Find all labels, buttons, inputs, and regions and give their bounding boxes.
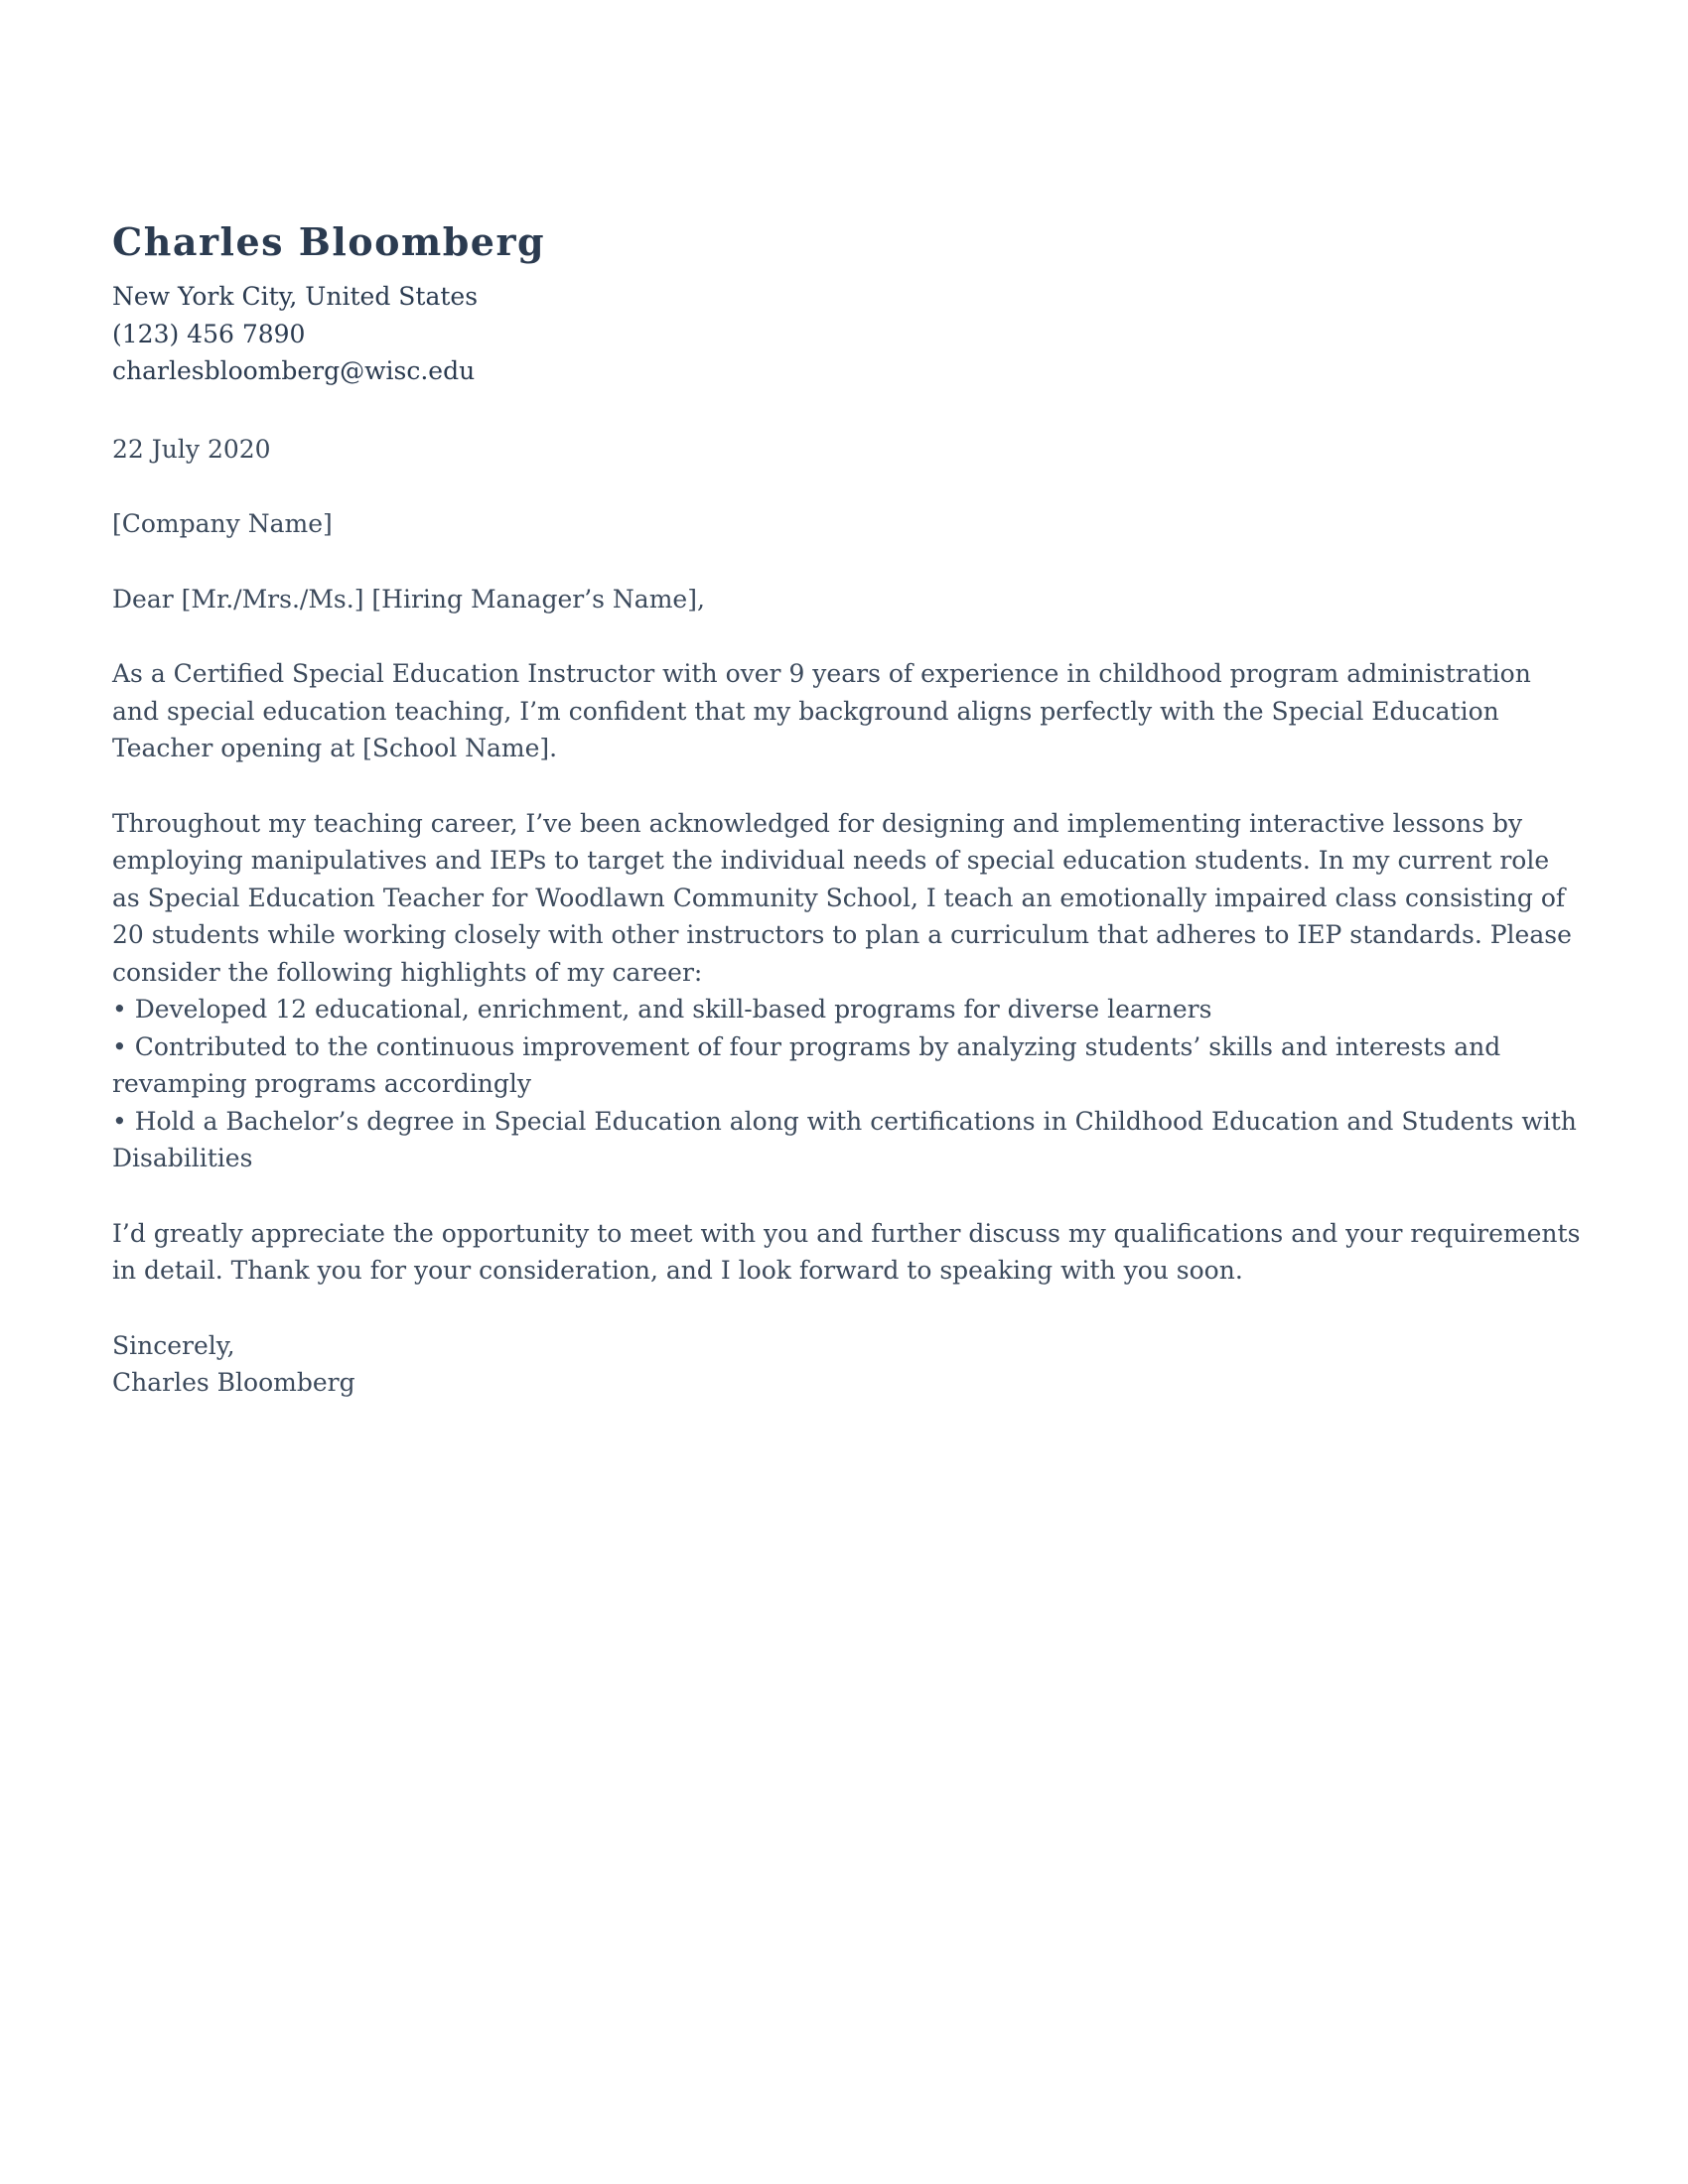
list-item: • Contributed to the continuous improvement of four programs by analyzing students’ skills and interests and revamping programs accordingly xyxy=(112,1031,1501,1098)
salutation: Dear [Mr./Mrs./Ms.] [Hiring Manager’s Name], xyxy=(112,584,705,614)
body-paragraph: Throughout my teaching career, I’ve been acknowledged for designing and implementing interactive lessons by employing manipulatives and IEPs to target the individual needs of special education students. In my current role as Special Education Teacher for Woodlawn Community School, I teach an emotionally impaired class consisting of 20 students while working closely with other instructors to plan a curriculum that adheres to IEP standards. Please consider the following highlights of my career: xyxy=(112,808,1572,987)
signature-name: Charles Bloomberg xyxy=(112,1368,355,1397)
letter-date: 22 July 2020 xyxy=(112,434,271,464)
intro-paragraph: As a Certified Special Education Instructor with over 9 years of experience in childhood program administration and special education teaching, I’m confident that my background aligns perfectly with the Special Education Teacher opening at [School Name]. xyxy=(112,659,1531,762)
cover-letter xyxy=(112,216,1582,1402)
sender-email: charlesbloomberg@wisc.edu xyxy=(112,356,476,385)
valediction: Sincerely, xyxy=(112,1330,235,1360)
list-item: • Hold a Bachelor’s degree in Special Education along with certifications in Childhood Education and Students with Disabilities xyxy=(112,1106,1577,1172)
list-item: • Developed 12 educational, enrichment, and skill-based programs for diverse learners xyxy=(112,995,1212,1024)
career-highlights-list xyxy=(112,991,1582,1177)
sender-phone: (123) 456 7890 xyxy=(112,319,306,348)
recipient-company: [Company Name] xyxy=(112,509,333,538)
closing-paragraph: I’d greatly appreciate the opportunity to meet with you and further discuss my qualifications and your requirements in detail. Thank you for your consideration, and I look forward to speaking with you soon. xyxy=(112,1218,1581,1285)
sender-name-heading: Charles Bloomberg xyxy=(112,219,546,264)
sender-location: New York City, United States xyxy=(112,282,479,311)
